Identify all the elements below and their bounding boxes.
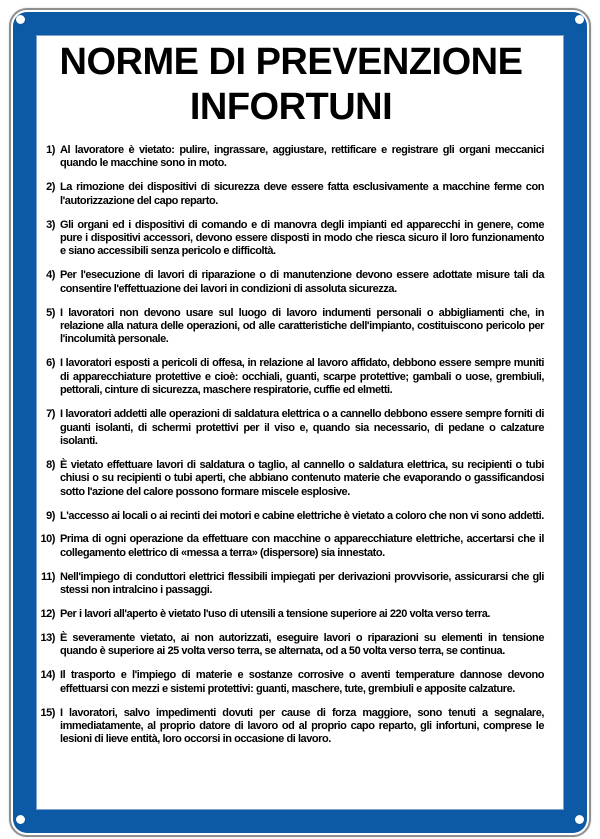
sign-content bbox=[36, 35, 564, 810]
rule-number: 3) bbox=[46, 218, 55, 231]
rule-item bbox=[38, 608, 544, 621]
rule-text: L'accesso ai locali o ai recinti dei motori e cabine elettriche è vietato a coloro che non vi sono addetti. bbox=[60, 509, 544, 522]
screw-hole-bottom-left-icon bbox=[16, 815, 25, 824]
rule-text: La rimozione dei dispositivi di sicurezza deve essere fatta esclusivamente a macchine ferme con l'autorizzazione del capo reparto. bbox=[60, 181, 544, 207]
rule-text: I lavoratori non devono usare sul luogo di lavoro indumenti personali o abbigliamenti che, in relazione alla natura delle operazioni, od alle caratteristiche dell'impianto, costituiscono pericolo per l'incolumità personale. bbox=[60, 306, 544, 346]
rule-item bbox=[38, 669, 544, 696]
rule-item bbox=[38, 307, 544, 347]
rule-item bbox=[38, 357, 544, 397]
rule-item bbox=[38, 181, 544, 208]
rule-number: 12) bbox=[40, 608, 55, 621]
rule-text: Per l'esecuzione di lavori di riparazione o di manutenzione devono essere adottate misure tali da consentire l'effettuazione dei lavori in condizioni di assoluta sicurezza. bbox=[60, 269, 544, 295]
rule-item bbox=[38, 219, 544, 259]
rule-number: 1) bbox=[46, 144, 55, 156]
rule-text: Il trasporto e l'impiego di materie e sostanze corrosive o aventi temperature dannose devono effettuarsi con mezzi e sistemi protettivi: guanti, maschere, tute, grembiuli e apposite calzature. bbox=[60, 669, 544, 695]
rule-item bbox=[38, 533, 544, 560]
rule-text: Prima di ogni operazione da effettuare con macchine o apparecchiature elettriche, accertarsi che il collegamento elettrico di «messa a terra» (dispersore) sia innestato. bbox=[60, 533, 544, 559]
screw-hole-top-left-icon bbox=[16, 15, 25, 24]
sign-title bbox=[38, 40, 544, 130]
rule-text: Nell'impiego di conduttori elettrici flessibili impiegati per derivazioni provvisorie, assicurarsi che gli stessi non intralcino i passaggi. bbox=[60, 570, 544, 597]
rule-item bbox=[38, 408, 544, 448]
rule-number: 15) bbox=[40, 706, 55, 719]
rule-number: 9) bbox=[46, 509, 55, 522]
rule-item bbox=[38, 632, 544, 659]
rule-text: I lavoratori addetti alle operazioni di saldatura elettrica o a cannello debbono essere sempre forniti di guanti isolanti, di schermi protettivi per il viso e, quando sia necessario, di pedane o calzature isolanti. bbox=[60, 408, 544, 447]
rules-list bbox=[38, 144, 544, 747]
rule-item bbox=[38, 144, 544, 171]
rule-number: 4) bbox=[46, 269, 55, 282]
rule-text: Per i lavori all'aperto è vietato l'uso di utensili a tensione superiore ai 220 volta verso terra. bbox=[60, 608, 491, 621]
rule-text: È severamente vietato, ai non autorizzati, eseguire lavori o riparazioni su elementi in tensione quando è superiore ai 25 volta verso terra, se alternata, od a 50 volta verso terra, se continua. bbox=[60, 631, 544, 658]
sign-title-line1: NORME DI PREVENZIONE bbox=[59, 41, 523, 83]
rule-number: 10) bbox=[40, 533, 55, 546]
rule-number: 7) bbox=[46, 408, 55, 421]
rule-text: Al lavoratore è vietato: pulire, ingrassare, aggiustare, rettificare e registrare gli organi meccanici quando le macchine sono in moto. bbox=[60, 144, 544, 170]
rule-number: 13) bbox=[40, 631, 55, 644]
rule-number: 8) bbox=[46, 458, 55, 471]
rule-text: È vietato effettuare lavori di saldatura o taglio, al cannello o saldatura elettrica, su recipienti o tubi chiusi o su recipienti o tubi aperti, che abbiano contenuto materie che evaporando o gassificandosi sotto l'azione del calore possono formare miscele esplosive. bbox=[60, 458, 544, 498]
rule-item bbox=[38, 707, 544, 747]
screw-hole-bottom-right-icon bbox=[575, 815, 584, 824]
rule-text: I lavoratori, salvo impedimenti dovuti per cause di forza maggiore, sono tenuti a segnalare, immediatamente, al proprio datore di lavoro od al proprio capo reparto, gli infortuni, comprese le lesioni di lieve entità, loro occorsi in occasione di lavoro. bbox=[60, 706, 544, 746]
rule-text: Gli organi ed i dispositivi di comando e di manovra degli impianti ed apparecchi in genere, come pure i dispositivi accessori, devono essere disposti in modo che riesca sicuro il loro funzionamento e siano accessibili senza pericolo e difficoltà. bbox=[60, 218, 544, 258]
sign-title-line2: INFORTUNI bbox=[189, 86, 393, 128]
rule-item bbox=[38, 510, 544, 523]
screw-hole-top-right-icon bbox=[575, 15, 584, 24]
rule-item bbox=[38, 269, 544, 296]
safety-sign bbox=[9, 8, 591, 837]
rule-item bbox=[38, 459, 544, 499]
rule-number: 14) bbox=[40, 669, 55, 682]
rule-text: I lavoratori esposti a pericoli di offesa, in relazione al lavoro affidato, debbono essere sempre muniti di apparecchiature protettive e cioè: occhiali, guanti, scarpe protettive; gambali o uose, grembiuli, pettorali, cinture di sicurezza, maschere respiratorie, cuffie ed elmetti. bbox=[60, 357, 544, 397]
rule-number: 5) bbox=[46, 306, 55, 319]
rule-item bbox=[38, 571, 544, 598]
rule-number: 11) bbox=[41, 570, 55, 583]
rule-number: 2) bbox=[46, 181, 55, 194]
rule-number: 6) bbox=[46, 357, 55, 370]
